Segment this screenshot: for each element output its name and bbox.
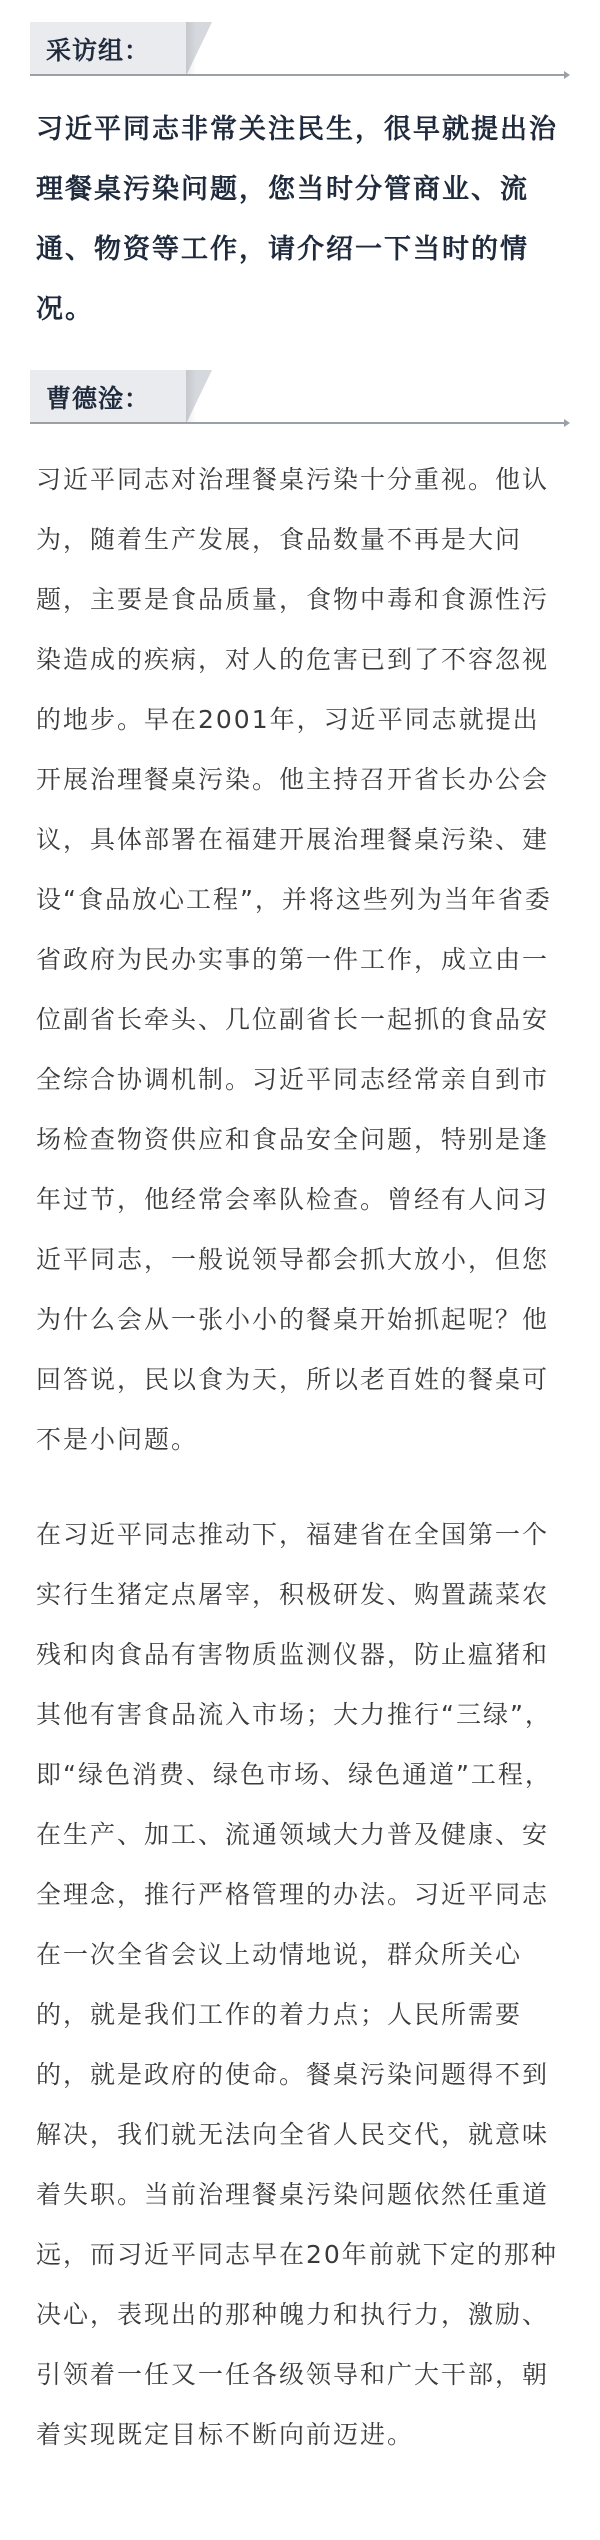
speaker-label: 采访组： xyxy=(46,36,151,65)
divider-arrow-icon xyxy=(564,71,570,79)
divider-arrow-icon xyxy=(564,419,570,427)
speaker-tag-interview-group xyxy=(30,22,186,76)
tag-shadow-decoration xyxy=(186,22,196,76)
answer-speaker-block xyxy=(0,370,600,430)
speaker-tag-cao-degan xyxy=(30,370,186,424)
section-divider xyxy=(30,74,566,76)
tag-shadow-decoration xyxy=(186,370,196,424)
question-speaker-block xyxy=(0,22,600,82)
speaker-label: 曹德淦： xyxy=(46,384,151,413)
answer-paragraph: 在习近平同志推动下，福建省在全国第一个实行生猪定点屠宰，积极研发、购置蔬菜农残和肉食品有害物质监测仪器，防止瘟猪和其他有害食品流入市场；大力推行“三绿”，即“绿色消费、绿色市场、绿色通道”工程，在生产、加工、流通领域大力普及健康、安全理念，推行严格管理的办法。习近平同志在一次全省会议上动情地说，群众所关心的，就是我们工作的着力点；人民所需要的，就是政府的使命。餐桌污染问题得不到解决，我们就无法向全省人民交代，就意味着失职。当前治理餐桌污染问题依然任重道远，而习近平同志早在20年前就下定的那种决心，表现出的那种魄力和执行力，激励、引领着一任又一任各级领导和广大干部，朝着实现既定目标不断向前迈进。 xyxy=(36,1520,558,2449)
section-divider xyxy=(30,422,566,424)
question-text: 习近平同志非常关注民生，很早就提出治理餐桌污染问题，您当时分管商业、流通、物资等工作，请介绍一下当时的情况。 xyxy=(36,114,558,325)
answer-paragraph: 习近平同志对治理餐桌污染十分重视。他认为，随着生产发展，食品数量不再是大问题，主要是食品质量，食物中毒和食源性污染造成的疾病，对人的危害已到了不容忽视的地步。早在2001年，习近平同志就提出开展治理餐桌污染。他主持召开省长办公会议，具体部署在福建开展治理餐桌污染、建设“食品放心工程”，并将这些列为当年省委省政府为民办实事的第一件工作，成立由一位副省长牵头、几位副省长一起抓的食品安全综合协调机制。习近平同志经常亲自到市场检查物资供应和食品安全问题，特别是逢年过节，他经常会率队检查。曾经有人问习近平同志，一般说领导都会抓大放小，但您为什么会从一张小小的餐桌开始抓起呢？他回答说，民以食为天，所以老百姓的餐桌可不是小问题。 xyxy=(36,465,552,1454)
